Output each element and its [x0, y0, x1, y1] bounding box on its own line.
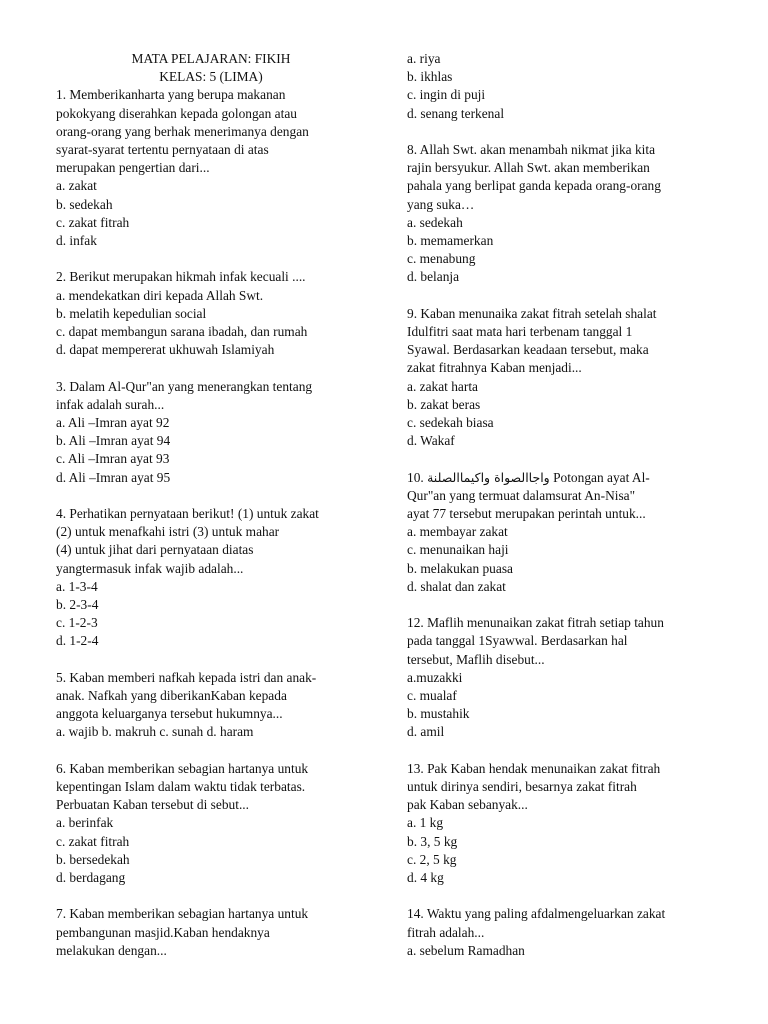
- question-line: 8. Allah Swt. akan menambah nikmat jika kita: [407, 142, 656, 157]
- answer-option: a. sebelum Ramadhan: [407, 942, 525, 958]
- question-gap: [56, 487, 366, 505]
- question-line: 2. Berikut merupakan hikmah infak kecuali ....: [56, 269, 306, 285]
- answer-option: b. 3, 5 kg: [407, 833, 458, 849]
- question-gap: [407, 123, 717, 141]
- answer-option: b. ikhlas: [407, 69, 453, 85]
- question-block: [407, 760, 717, 887]
- answer-option: a.muzakki: [407, 669, 463, 685]
- question-line: orang-orang yang berhak menerimanya dengan: [56, 123, 309, 139]
- question-line: anggota keluarganya tersebut hukumnya...: [56, 706, 283, 722]
- answer-option: b. sedekah: [56, 196, 113, 212]
- question-number: 10.: [407, 469, 428, 485]
- answer-option: a. mendekatkan diri kepada Allah Swt.: [56, 287, 264, 303]
- answer-option: a. riya: [407, 51, 441, 66]
- answer-option: b. 2-3-4: [56, 597, 99, 613]
- grade-title: KELAS: 5 (LIMA): [159, 69, 263, 85]
- question-line: 12. Maflih menunaikan zakat fitrah setiap tahun: [407, 615, 664, 631]
- question-block: [56, 86, 366, 250]
- question-line: pokokyang diserahkan kepada golongan atau: [56, 105, 297, 121]
- answer-option: d. belanja: [407, 269, 460, 285]
- right-column: [407, 50, 717, 960]
- question-text: Potongan ayat Al-: [549, 469, 650, 485]
- answer-option: c. 2, 5 kg: [407, 851, 457, 867]
- answer-option: c. menabung: [407, 251, 476, 267]
- question-gap: [56, 359, 366, 377]
- question-line: pak Kaban sebanyak...: [407, 797, 528, 813]
- answer-option: b. zakat beras: [407, 396, 481, 412]
- question-block: [56, 268, 366, 359]
- answer-option: a. berinfak: [56, 815, 114, 831]
- question-line: (2) untuk menafkahi istri (3) untuk mahar: [56, 524, 280, 540]
- answer-option: a. 1 kg: [407, 815, 444, 831]
- question-block: [407, 469, 717, 596]
- question-gap: [407, 596, 717, 614]
- answer-option: d. Wakaf: [407, 433, 455, 449]
- question-line: kepentingan Islam dalam waktu tidak terbatas.: [56, 779, 306, 795]
- answer-option: d. 4 kg: [407, 870, 444, 886]
- answer-option: c. sedekah biasa: [407, 415, 494, 431]
- answer-option: d. shalat dan zakat: [407, 578, 506, 594]
- answer-option: a. Ali –Imran ayat 92: [56, 415, 170, 431]
- question-block: [56, 505, 366, 651]
- question-gap: [407, 287, 717, 305]
- question-line: Idulfitri saat mata hari terbenam tanggal 1: [407, 324, 633, 340]
- answer-option: c. zakat fitrah: [56, 214, 130, 230]
- question-line: 9. Kaban menunaika zakat fitrah setelah shalat: [407, 305, 657, 321]
- question-line: 5. Kaban memberi nafkah kepada istri dan anak-: [56, 669, 317, 685]
- question-gap: [56, 651, 366, 669]
- question-line: 3. Dalam Al-Qur"an yang menerangkan tentang: [56, 378, 313, 394]
- question-block: [56, 378, 366, 487]
- answer-option: c. 1-2-3: [56, 615, 98, 631]
- question-line: fitrah adalah...: [407, 924, 485, 940]
- question-block: [407, 141, 717, 287]
- question-line: Perbuatan Kaban tersebut di sebut...: [56, 797, 249, 813]
- question-block: [56, 669, 366, 742]
- answer-option: a. zakat harta: [407, 378, 478, 394]
- answer-option: c. menunaikan haji: [407, 542, 509, 558]
- right-questions: [407, 50, 717, 960]
- question-block: [407, 905, 717, 960]
- answer-option: c. dapat membangun sarana ibadah, dan rumah: [56, 324, 308, 340]
- answer-option: a. 1-3-4: [56, 578, 98, 594]
- question-gap: [407, 742, 717, 760]
- question-line: pada tanggal 1Syawwal. Berdasarkan hal: [407, 633, 628, 649]
- question-line: syarat-syarat tertentu pernyataan di atas: [56, 142, 269, 158]
- question-line: yangtermasuk infak wajib adalah...: [56, 560, 244, 576]
- left-column: [56, 50, 366, 960]
- answer-option: d. Ali –Imran ayat 95: [56, 469, 171, 485]
- answer-option: b. melakukan puasa: [407, 560, 513, 576]
- question-line: [407, 469, 717, 487]
- answer-option: b. mustahik: [407, 706, 470, 722]
- question-line: 4. Perhatikan pernyataan berikut! (1) untuk zakat: [56, 506, 319, 522]
- answer-option: a. wajib b. makruh c. sunah d. haram: [56, 724, 254, 740]
- question-block: [407, 50, 717, 123]
- answer-option: d. berdagang: [56, 870, 126, 886]
- question-line: 14. Waktu yang paling afdalmengeluarkan zakat: [407, 906, 666, 922]
- question-line: pembangunan masjid.Kaban hendaknya: [56, 924, 270, 940]
- question-line: merupakan pengertian dari...: [56, 160, 210, 176]
- answer-option: d. infak: [56, 233, 97, 249]
- question-line: melakukan dengan...: [56, 942, 167, 958]
- question-gap: [56, 887, 366, 905]
- question-line: Syawal. Berdasarkan keadaan tersebut, maka: [407, 342, 649, 358]
- question-block: [407, 305, 717, 451]
- answer-option: c. mualaf: [407, 688, 457, 704]
- question-line: pahala yang berlipat ganda kepada orang-orang: [407, 178, 661, 194]
- question-gap: [407, 887, 717, 905]
- left-questions: [56, 86, 366, 960]
- question-line: 13. Pak Kaban hendak menunaikan zakat fitrah: [407, 760, 661, 776]
- question-block: [407, 614, 717, 741]
- question-line: yang suka…: [407, 196, 475, 212]
- question-line: (4) untuk jihat dari pernyataan diatas: [56, 542, 254, 558]
- answer-option: a. sedekah: [407, 214, 463, 230]
- question-line: 1. Memberikanharta yang berupa makanan: [56, 87, 286, 103]
- answer-option: c. zakat fitrah: [56, 833, 130, 849]
- answer-option: b. memamerkan: [407, 233, 494, 249]
- question-line: Qur"an yang termuat dalamsurat An-Nisa": [407, 487, 636, 503]
- question-line: rajin bersyukur. Allah Swt. akan memberikan: [407, 160, 650, 176]
- question-line: infak adalah surah...: [56, 396, 165, 412]
- subject-title: MATA PELAJARAN: FIKIH: [131, 51, 291, 66]
- arabic-verse: واجاالصواة واكيماالصلنة: [427, 469, 550, 485]
- question-block: [56, 905, 366, 960]
- question-line: 7. Kaban memberikan sebagian hartanya untuk: [56, 906, 309, 922]
- answer-option: d. dapat mempererat ukhuwah Islamiyah: [56, 342, 275, 358]
- answer-option: c. Ali –Imran ayat 93: [56, 451, 170, 467]
- question-line: anak. Nafkah yang diberikanKaban kepada: [56, 688, 287, 704]
- question-gap: [56, 742, 366, 760]
- question-line: 6. Kaban memberikan sebagian hartanya untuk: [56, 760, 309, 776]
- answer-option: b. bersedekah: [56, 851, 130, 867]
- question-line: untuk dirinya sendiri, besarnya zakat fitrah: [407, 779, 637, 795]
- question-gap: [56, 250, 366, 268]
- question-line: zakat fitrahnya Kaban menjadi...: [407, 360, 582, 376]
- answer-option: a. membayar zakat: [407, 524, 508, 540]
- answer-option: b. Ali –Imran ayat 94: [56, 433, 171, 449]
- question-block: [56, 760, 366, 887]
- question-gap: [407, 450, 717, 468]
- answer-option: c. ingin di puji: [407, 87, 486, 103]
- question-line: tersebut, Maflih disebut...: [407, 651, 545, 667]
- answer-option: b. melatih kepedulian social: [56, 305, 207, 321]
- answer-option: d. 1-2-4: [56, 633, 99, 649]
- answer-option: d. senang terkenal: [407, 105, 505, 121]
- question-line: ayat 77 tersebut merupakan perintah untuk...: [407, 506, 646, 522]
- answer-option: d. amil: [407, 724, 445, 740]
- answer-option: a. zakat: [56, 178, 97, 194]
